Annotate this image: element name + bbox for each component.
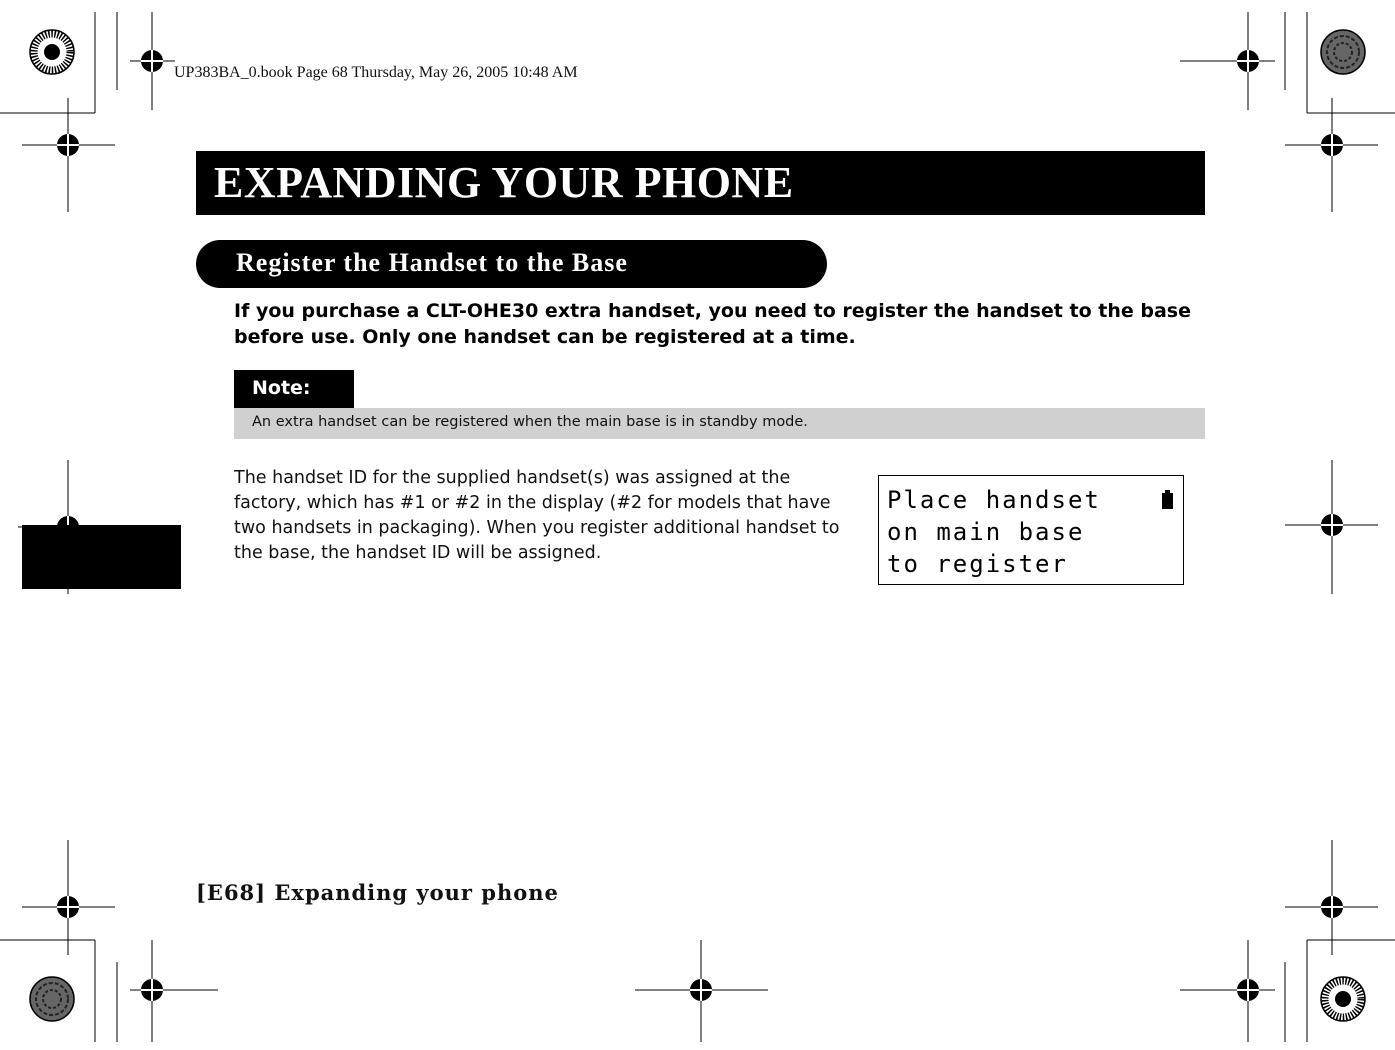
page-footer: [E68] Expanding your phone bbox=[196, 880, 559, 905]
note-box bbox=[234, 408, 1205, 439]
lcd-display bbox=[878, 475, 1184, 585]
chapter-title: EXPANDING YOUR PHONE bbox=[214, 158, 794, 207]
lcd-line-1: Place handset bbox=[887, 486, 1101, 514]
battery-icon bbox=[1162, 493, 1173, 509]
section-heading-pill bbox=[196, 240, 827, 288]
section-title: Register the Handset to the Base bbox=[236, 248, 628, 277]
chapter-side-tab bbox=[22, 525, 181, 589]
body-paragraph: The handset ID for the supplied handset(s) was assigned at the factory, which has #1 or #2 in the display (#2 for models that have two handsets in packaging). When you register additional handset to the base, the handset ID will be assigned. bbox=[234, 468, 840, 563]
intro-paragraph: If you purchase a CLT-OHE30 extra handset, you need to register the handset to the base before use. Only one handset can be registered at a time. bbox=[234, 300, 1191, 348]
note-label: Note: bbox=[252, 377, 311, 399]
chapter-title-bar bbox=[196, 151, 1205, 215]
lcd-line-3: to register bbox=[887, 550, 1068, 578]
note-tab bbox=[234, 370, 354, 408]
note-text: An extra handset can be registered when the main base is in standby mode. bbox=[252, 414, 808, 430]
book-info-header: UP383BA_0.book Page 68 Thursday, May 26, 2005 10:48 AM bbox=[174, 64, 578, 81]
lcd-line-2: on main base bbox=[887, 518, 1085, 546]
